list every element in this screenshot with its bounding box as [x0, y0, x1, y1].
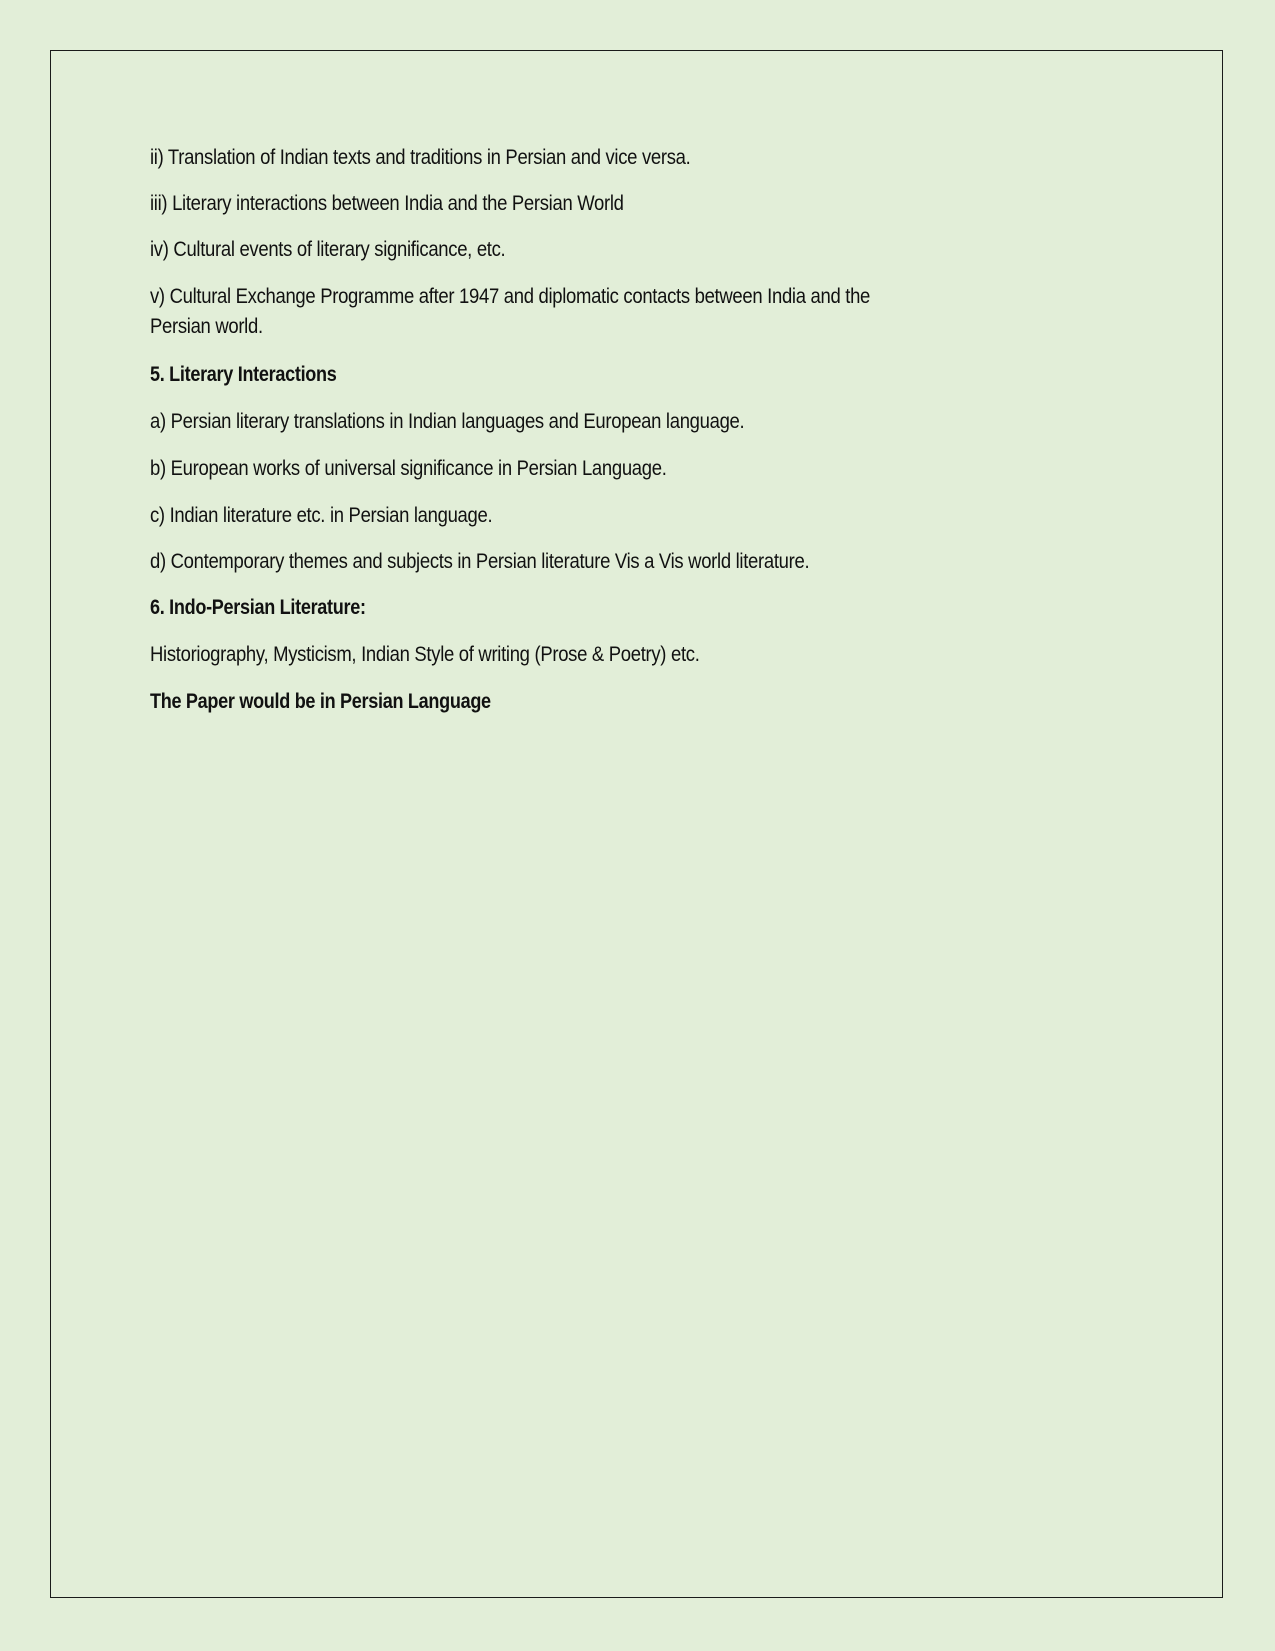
paper-language-note: The Paper would be in Persian Language [150, 690, 491, 713]
list-item-v: v) Cultural Exchange Programme after 1947 and diplomatic contacts between India and the [150, 285, 871, 308]
list-item-c: c) Indian literature etc. in Persian language. [150, 504, 493, 527]
list-item-iii: iii) Literary interactions between India and the Persian World [150, 192, 624, 215]
list-item-d: d) Contemporary themes and subjects in Persian literature Vis a Vis world literature. [150, 550, 810, 573]
list-item-b: b) European works of universal significance in Persian Language. [150, 457, 667, 480]
section-heading-indo-persian-literature: 6. Indo-Persian Literature: [150, 596, 366, 619]
list-item-iv: iv) Cultural events of literary significance, etc. [150, 238, 506, 261]
section-heading-literary-interactions: 5. Literary Interactions [150, 363, 337, 386]
list-item-v-continuation: Persian world. [150, 315, 263, 338]
list-item-a: a) Persian literary translations in Indian languages and European language. [150, 410, 745, 433]
indo-persian-topics: Historiography, Mysticism, Indian Style of writing (Prose & Poetry) etc. [150, 643, 700, 666]
list-item-ii: ii) Translation of Indian texts and traditions in Persian and vice versa. [150, 146, 691, 169]
